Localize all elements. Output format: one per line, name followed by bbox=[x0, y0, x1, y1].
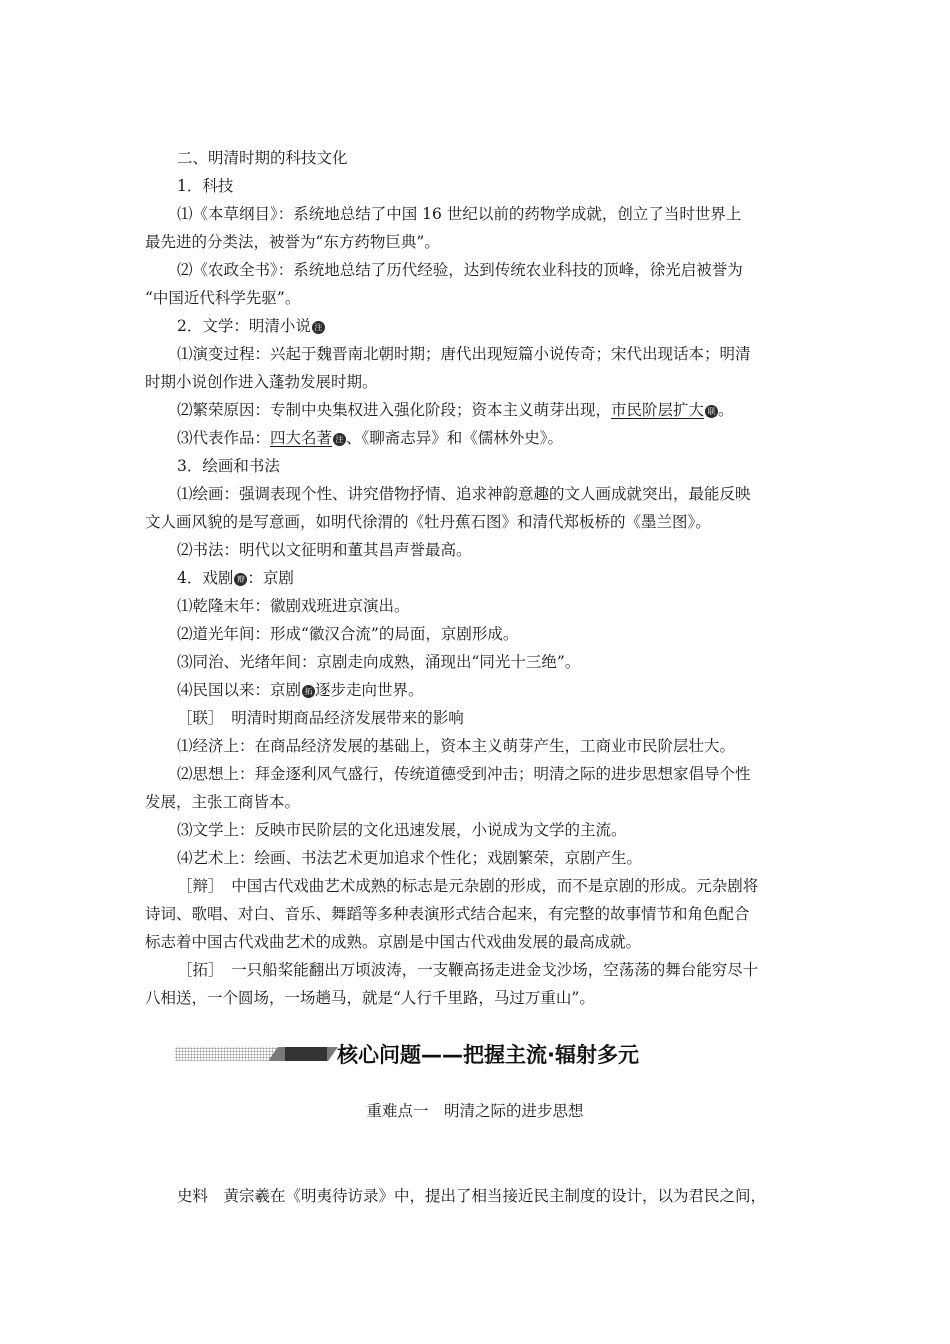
banner-dot-pattern bbox=[175, 1047, 280, 1061]
text-span: 时期小说创作进入蓬勃发展时期。 bbox=[145, 373, 378, 391]
text-span: ⑶同治、光绪年间：京剧走向成熟，涌现出“同光十三绝”。 bbox=[177, 653, 581, 671]
text-span: 标志着中国古代戏曲艺术的成熟。京剧是中国古代戏曲发展的最高成就。 bbox=[145, 933, 642, 951]
paragraph-line bbox=[177, 624, 810, 644]
paragraph-line bbox=[145, 792, 810, 812]
paragraph-line bbox=[177, 680, 810, 700]
banner-title: 核心问题——把握主流·辐射多元 bbox=[337, 1043, 639, 1067]
text-span: ⑵《农政全书》：系统地总结了历代经验，达到传统农业科技的顶峰，徐光启被誉为 bbox=[177, 261, 743, 279]
subheading-painting bbox=[177, 456, 810, 476]
paragraph-line bbox=[145, 372, 810, 392]
text-span: ［联］ 明清时期商品经济发展带来的影响 bbox=[177, 709, 464, 727]
section-title: 重难点一 明清之际的进步思想 bbox=[366, 1102, 584, 1120]
paragraph-line bbox=[145, 512, 810, 532]
source-paragraph-line bbox=[177, 1186, 810, 1206]
note-badge-icon: 注 bbox=[312, 321, 325, 334]
paragraph-line bbox=[177, 764, 810, 784]
paragraph-line bbox=[145, 288, 810, 308]
subheading-science bbox=[177, 176, 810, 196]
paragraph-line bbox=[177, 540, 810, 560]
text-span: ［辩］ 中国古代戏曲艺术成熟的标志是元杂剧的形成，而不是京剧的形成。元杂剧将 bbox=[177, 877, 759, 895]
subheading-drama bbox=[177, 568, 810, 588]
text-span: ⑷民国以来：京剧 bbox=[177, 681, 302, 699]
note-badge-icon: 注 bbox=[333, 433, 346, 446]
text-span: ：京剧 bbox=[247, 569, 294, 587]
text-span: ⑵道光年间：形成“徽汉合流”的局面，京剧形成。 bbox=[177, 625, 519, 643]
paragraph-line bbox=[145, 904, 810, 924]
text-span: ⑶文学上：反映市民阶层的文化迅速发展，小说成为文学的主流。 bbox=[177, 821, 627, 839]
subheading-literature bbox=[177, 316, 810, 336]
text-span: ⑵书法：明代以文征明和董其昌声誉最高。 bbox=[177, 541, 472, 559]
paragraph-line bbox=[145, 988, 810, 1008]
text-span: 诗词、歌唱、对白、音乐、舞蹈等多种表演形式结合起来，有完整的故事情节和角色配合 bbox=[145, 905, 750, 923]
text-span: ⑵思想上：拜金逐利风气盛行，传统道德受到冲击；明清之际的进步思想家倡导个性 bbox=[177, 765, 751, 783]
heading-ming-qing-culture bbox=[177, 148, 810, 168]
text-span: 发展，主张工商皆本。 bbox=[145, 793, 301, 811]
text-span: “中国近代科学先驱”。 bbox=[145, 289, 301, 307]
text-span: 逐步走向世界。 bbox=[315, 681, 424, 699]
debate-paragraph-line bbox=[177, 876, 810, 896]
paragraph-line bbox=[145, 232, 810, 252]
subheading-text: 3．绘画和书法 bbox=[177, 457, 280, 475]
paragraph-line bbox=[177, 820, 810, 840]
extend-badge-icon: 拓 bbox=[302, 685, 315, 698]
debate-badge-icon: 辩 bbox=[234, 573, 247, 586]
text-span: 八相送，一个圆场，一场趟马，就是“人行千里路，马过万重山”。 bbox=[145, 989, 595, 1007]
paragraph-line bbox=[177, 736, 810, 756]
paragraph-line bbox=[177, 652, 810, 672]
text-span: ⑷艺术上：绘画、书法艺术更加追求个性化；戏剧繁荣，京剧产生。 bbox=[177, 849, 643, 867]
text-span: 最先进的分类法，被誉为“东方药物巨典”。 bbox=[145, 233, 440, 251]
paragraph-line bbox=[177, 848, 810, 868]
text-span: ⑴经济上：在商品经济发展的基础上，资本主义萌芽产生，工商业市民阶层壮大。 bbox=[177, 737, 736, 755]
paragraph-line bbox=[177, 428, 810, 448]
paragraph-line bbox=[177, 204, 810, 224]
section-banner bbox=[175, 1040, 775, 1070]
text-span: 、《聊斋志异》和《儒林外史》。 bbox=[346, 429, 564, 447]
subheading-text: 2．文学：明清小说 bbox=[177, 317, 311, 335]
link-section-heading bbox=[177, 708, 810, 728]
underlined-text: 市民阶层扩大 bbox=[611, 401, 705, 419]
heading-text: 二、明清时期的科技文化 bbox=[177, 149, 348, 167]
text-span: ⑴绘画：强调表现个性、讲究借物抒情、追求神韵意趣的文人画成就突出，最能反映 bbox=[177, 485, 751, 503]
text-span: ⑴乾隆末年：徽剧戏班进京演出。 bbox=[177, 597, 410, 615]
paragraph-line bbox=[177, 260, 810, 280]
subheading-text: 1．科技 bbox=[177, 177, 234, 195]
text-span: 。 bbox=[718, 401, 734, 419]
paragraph-line bbox=[145, 932, 810, 952]
paragraph-line bbox=[177, 400, 810, 420]
text-span: ⑵繁荣原因：专制中央集权进入强化阶段；资本主义萌芽出现， bbox=[177, 401, 612, 419]
extend-paragraph-line bbox=[177, 960, 810, 980]
banner-bar-decoration bbox=[285, 1047, 327, 1061]
text-span: ⑶代表作品： bbox=[177, 429, 271, 447]
text-span: ⑴《本草纲目》：系统地总结了中国 16 世纪以前的药物学成就，创立了当时世界上 bbox=[177, 205, 742, 223]
paragraph-line bbox=[177, 344, 810, 364]
text-span: ⑴演变过程：兴起于魏晋南北朝时期；唐代出现短篇小说传奇；宋代出现话本；明清 bbox=[177, 345, 751, 363]
text-span: 文人画风貌的是写意画，如明代徐渭的《牡丹蕉石图》和清代郑板桥的《墨兰图》。 bbox=[145, 513, 711, 531]
underlined-text: 四大名著 bbox=[270, 429, 333, 447]
link-badge-icon: 联 bbox=[705, 405, 718, 418]
text-span: 史料 黄宗羲在《明夷待访录》中，提出了相当接近民主制度的设计，以为君民之间， bbox=[177, 1187, 767, 1205]
text-span: ［拓］ 一只船桨能翻出万顷波涛，一支鞭高扬走进金戈沙场，空荡荡的舞台能穷尽十 bbox=[177, 961, 759, 979]
subheading-text: 4．戏剧 bbox=[177, 569, 234, 587]
paragraph-line bbox=[177, 596, 810, 616]
paragraph-line bbox=[177, 484, 810, 504]
